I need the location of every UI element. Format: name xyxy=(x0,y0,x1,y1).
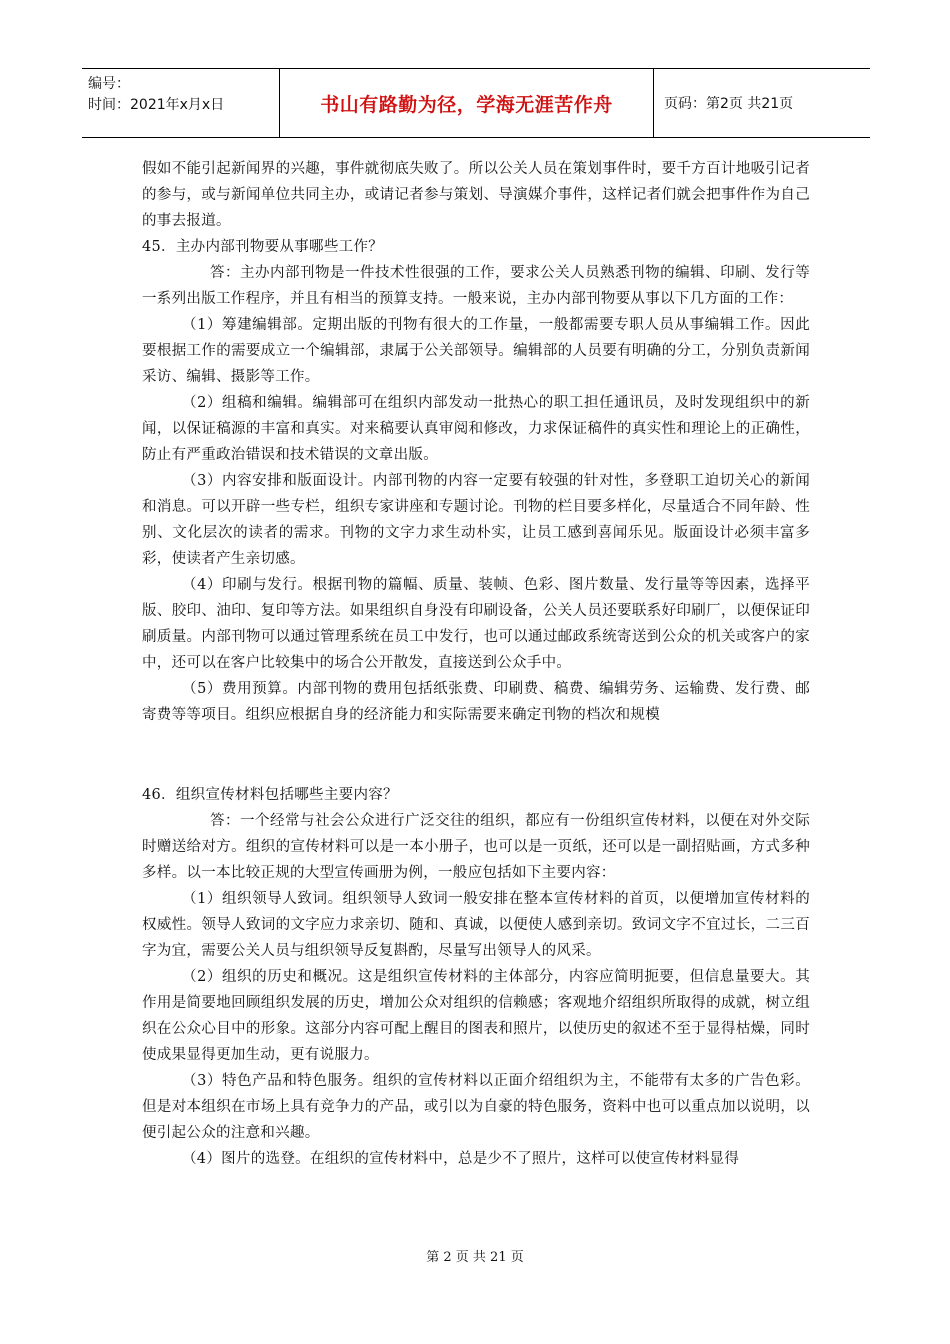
page-header xyxy=(82,68,870,138)
section-gap xyxy=(142,728,810,782)
code-label: 编号： xyxy=(88,76,130,92)
answer-45-item-1: （1）筹建编辑部。定期出版的刊物有很大的工作量，一般都需要专职人员从事编辑工作。因此要根据工作的需要成立一个编辑部，隶属于公关部领导。编辑部的人员要有明确的分工，分别负责新闻采访、编辑、摄影等工作。 xyxy=(142,317,810,385)
answer-46-item-3: （3）特色产品和特色服务。组织的宣传材料以正面介绍组织为主，不能带有太多的广告色彩。但是对本组织在市场上具有竞争力的产品，或引以为自豪的特色服务，资料中也可以重点加以说明，以便引起公众的注意和兴趣。 xyxy=(142,1073,810,1141)
paragraph-intro: 假如不能引起新闻界的兴趣，事件就彻底失败了。所以公关人员在策划事件时，要千方百计地吸引记者的参与，或与新闻单位共同主办，或请记者参与策划、导演媒介事件，这样记者们就会把事件作为自己的事去报道。 xyxy=(142,161,810,229)
answer-45: 答：主办内部刊物是一件技术性很强的工作，要求公关人员熟悉刊物的编辑、印刷、发行等一系列出版工作程序，并且有相当的预算支持。一般来说，主办内部刊物要从事以下几方面的工作： xyxy=(142,265,810,307)
answer-46-item-1: （1）组织领导人致词。组织领导人致词一般安排在整本宣传材料的首页，以便增加宣传材料的权威性。领导人致词的文字应力求亲切、随和、真诚，以便使人感到亲切。致词文字不宜过长，二三百字为宜，需要公关人员与组织领导反复斟酌，尽量写出领导人的风采。 xyxy=(142,891,810,959)
document-body xyxy=(142,156,810,1172)
answer-45-item-5: （5）费用预算。内部刊物的费用包括纸张费、印刷费、稿费、编辑劳务、运输费、发行费、邮寄费等等项目。组织应根据自身的经济能力和实际需要来确定刊物的档次和规模 xyxy=(142,681,810,723)
question-46: 46．组织宣传材料包括哪些主要内容？ xyxy=(142,787,398,803)
date-label: 时间：2021年x月x日 xyxy=(88,97,225,113)
answer-45-item-4: （4）印刷与发行。根据刊物的篇幅、质量、装帧、色彩、图片数量、发行量等等因素，选择平版、胶印、油印、复印等方法。如果组织自身没有印刷设备，公关人员还要联系好印刷厂，以便保证印刷质量。内部刊物可以通过管理系统在员工中发行，也可以通过邮政系统寄送到公众的机关或客户的家中，还可以在客户比较集中的场合公开散发，直接送到公众手中。 xyxy=(142,577,810,671)
header-page-number: 页码：第2页 共21页 xyxy=(664,96,794,112)
header-meta xyxy=(82,69,280,137)
answer-46-item-4: （4）图片的选登。在组织的宣传材料中，总是少不了照片，这样可以使宣传材料显得 xyxy=(182,1151,740,1167)
header-motto: 书山有路勤为径，学海无涯苦作舟 xyxy=(280,69,654,137)
answer-45-item-3: （3）内容安排和版面设计。内部刊物的内容一定要有较强的针对性，多登职工迫切关心的新闻和消息。可以开辟一些专栏，组织专家讲座和专题讨论。刊物的栏目要多样化，尽量适合不同年龄、性别、文化层次的读者的需求。刊物的文字力求生动朴实，让员工感到喜闻乐见。版面设计必须丰富多彩，使读者产生亲切感。 xyxy=(142,473,810,567)
answer-45-item-2: （2）组稿和编辑。编辑部可在组织内部发动一批热心的职工担任通讯员，及时发现组织中的新闻，以保证稿源的丰富和真实。对来稿要认真审阅和修改，力求保证稿件的真实性和理论上的正确性，防止有严重政治错误和技术错误的文章出版。 xyxy=(142,395,810,463)
question-45: 45．主办内部刊物要从事哪些工作？ xyxy=(142,239,384,255)
answer-46-item-2: （2）组织的历史和概况。这是组织宣传材料的主体部分，内容应简明扼要，但信息量要大。其作用是简要地回顾组织发展的历史，增加公众对组织的信赖感；客观地介绍组织所取得的成就，树立组织在公众心目中的形象。这部分内容可配上醒目的图表和照片，以使历史的叙述不至于显得枯燥，同时使成果显得更加生动，更有说服力。 xyxy=(142,969,810,1063)
page-footer: 第 2 页 共 21 页 xyxy=(426,1250,524,1265)
answer-46: 答：一个经常与社会公众进行广泛交往的组织，都应有一份组织宣传材料，以便在对外交际时赠送给对方。组织的宣传材料可以是一本小册子，也可以是一页纸，还可以是一副招贴画，方式多种多样。以一本比较正规的大型宣传画册为例，一般应包括如下主要内容： xyxy=(142,813,810,881)
